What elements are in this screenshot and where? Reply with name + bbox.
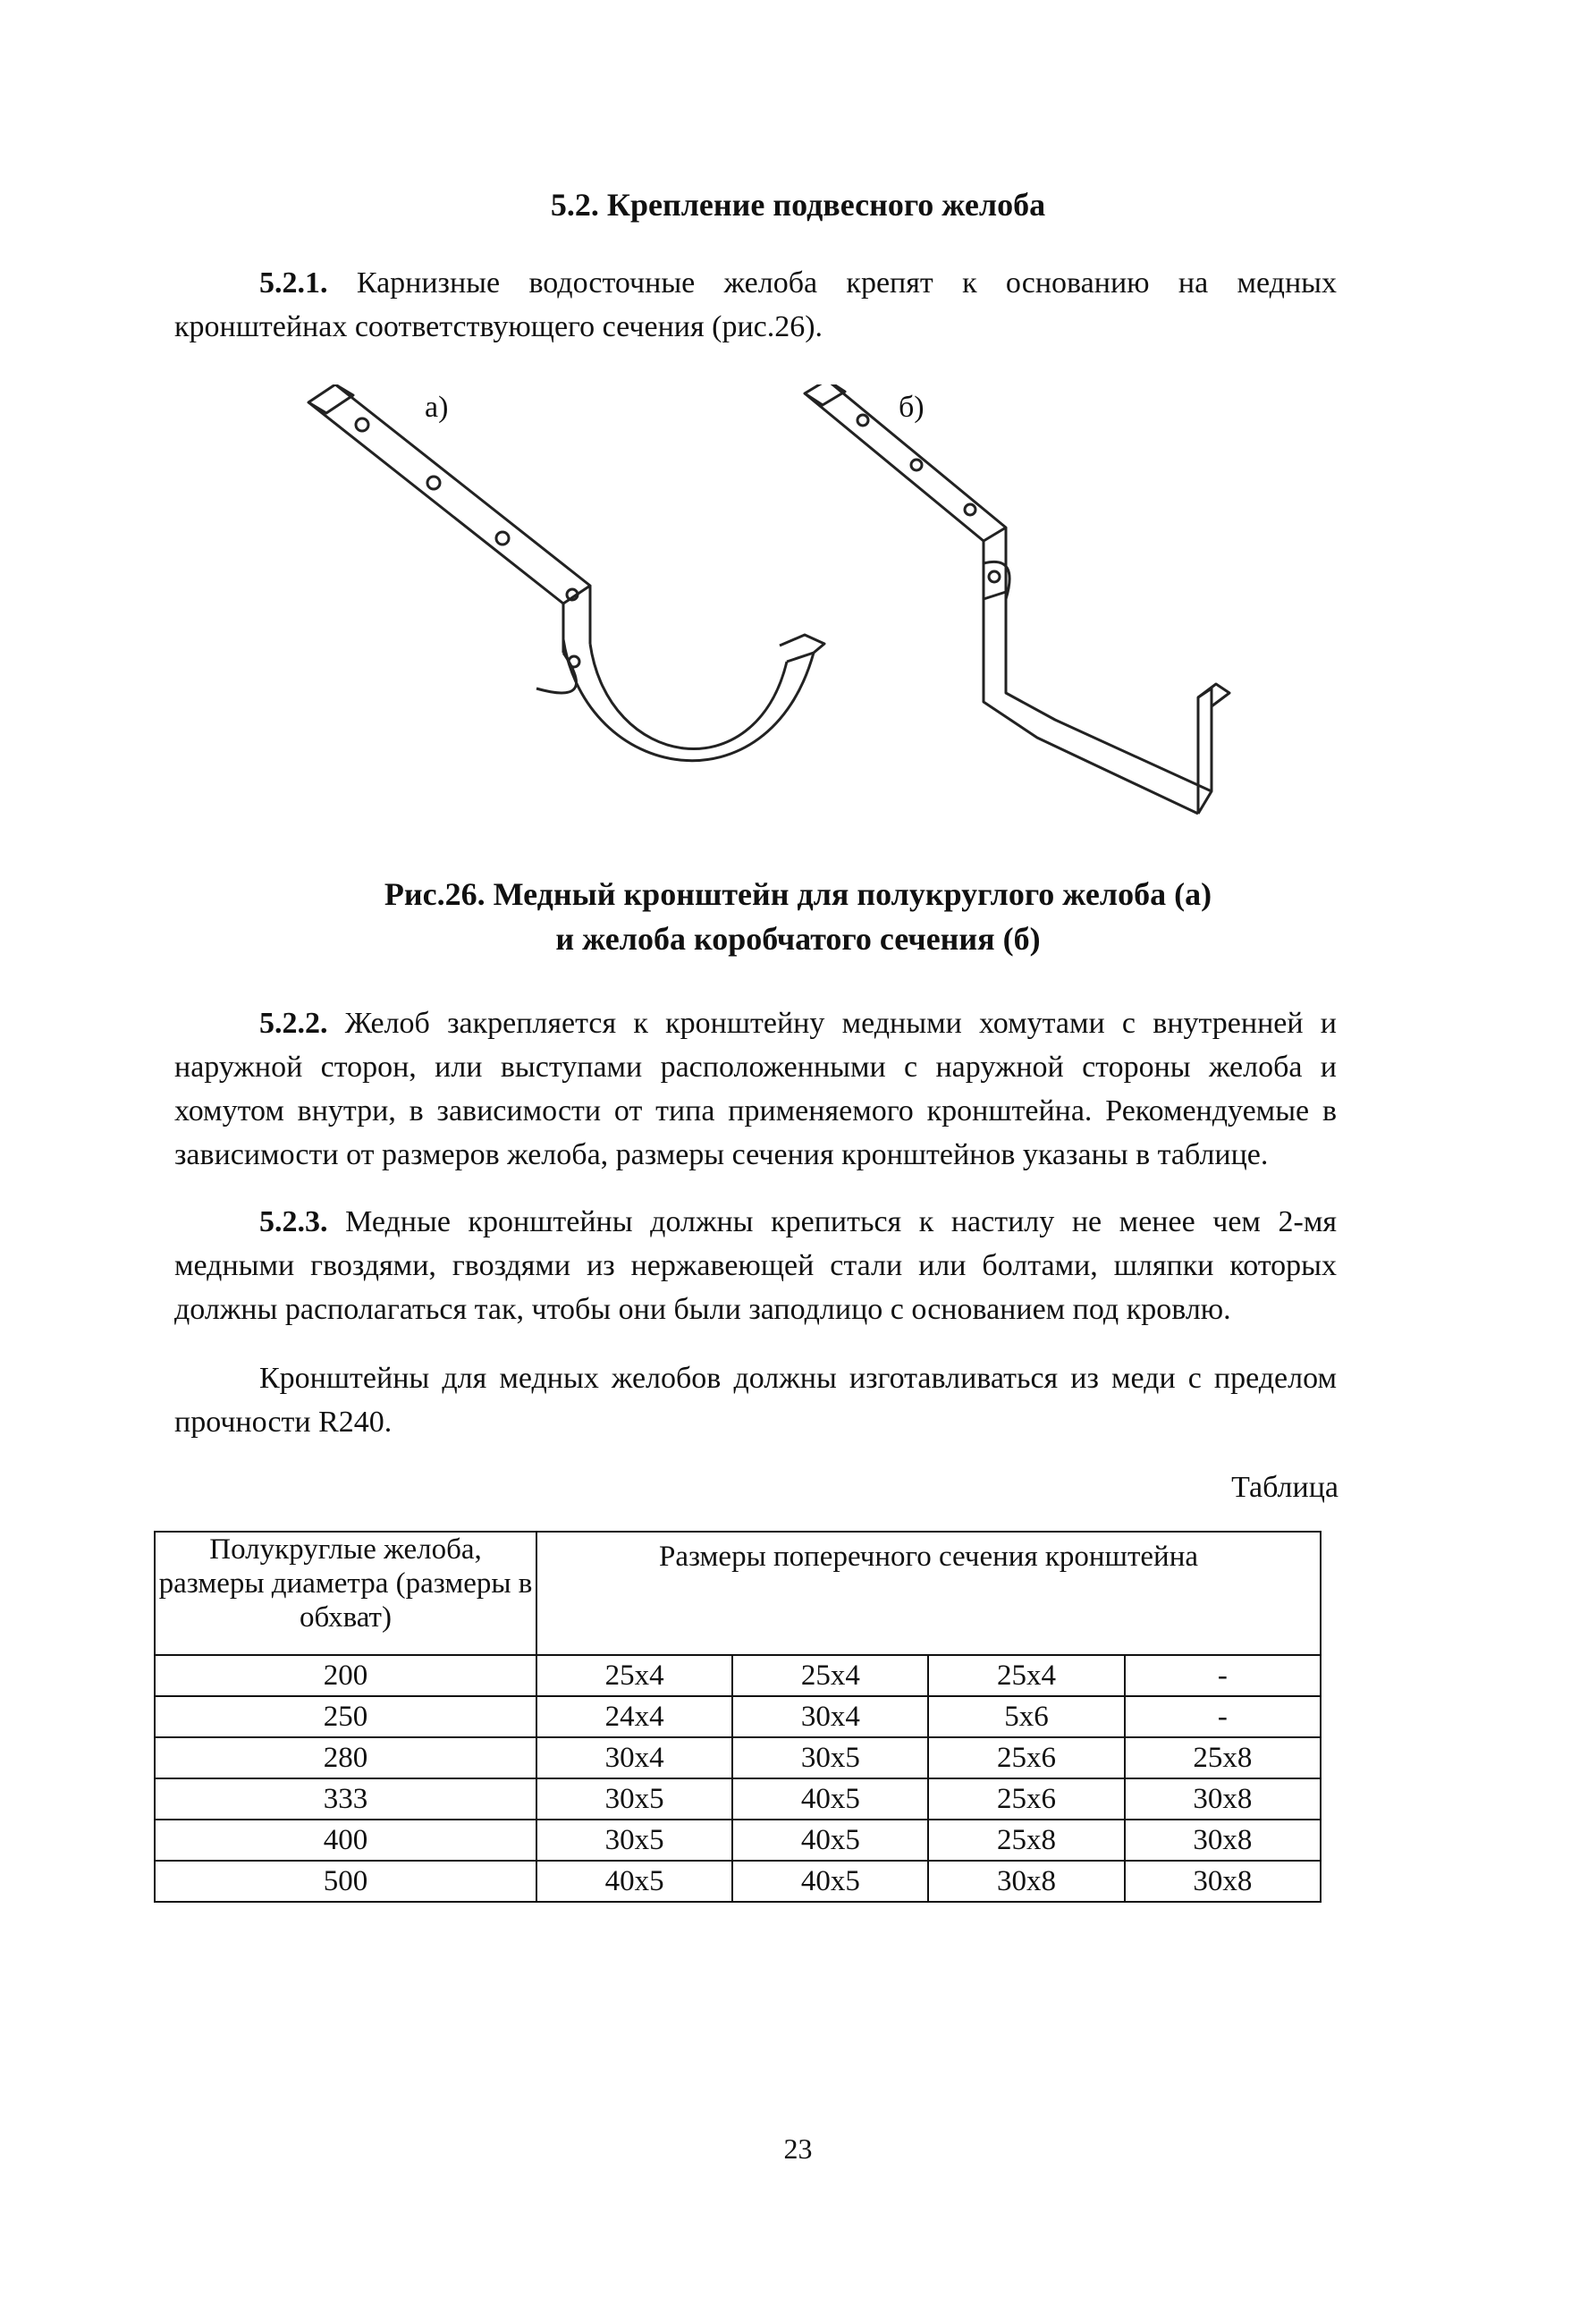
cell-section: 30х8 [1125, 1861, 1321, 1902]
cell-diameter: 400 [155, 1820, 536, 1861]
cell-section: 25х4 [536, 1655, 732, 1696]
cell-section: 40х5 [732, 1861, 928, 1902]
paragraph-text: Медные кронштейны должны крепиться к настилу не менее чем 2-мя медными гвоздями, гвоздями из нержавеющей стали или болтами, шляпки которых должны располагаться так, чтобы они были заподлицо с основанием под кровлю. [174, 1205, 1337, 1326]
bracket-sizes-table [154, 1531, 1322, 1903]
cell-diameter: 250 [155, 1696, 536, 1737]
cell-section: 30х8 [1125, 1820, 1321, 1861]
paragraph-rockstrength [174, 1356, 1337, 1444]
cell-section: 25х6 [928, 1737, 1124, 1778]
cell-diameter: 200 [155, 1655, 536, 1696]
figure-label-a: а) [425, 391, 449, 424]
table-row [155, 1737, 1321, 1778]
cell-diameter: 500 [155, 1861, 536, 1902]
cell-section: 30х4 [536, 1737, 732, 1778]
cell-section: 24х4 [536, 1696, 732, 1737]
figure-caption [0, 872, 1596, 961]
cell-section: 30х8 [928, 1861, 1124, 1902]
paragraph-number: 5.2.2. [259, 1007, 328, 1040]
table-row [155, 1861, 1321, 1902]
cell-section: - [1125, 1696, 1321, 1737]
caption-line-2: и желоба коробчатого сечения (б) [555, 921, 1041, 957]
table-label: Таблица [1231, 1471, 1338, 1504]
cell-section: 25х8 [1125, 1737, 1321, 1778]
table-header-row [155, 1532, 1321, 1655]
page-number: 23 [783, 2132, 813, 2165]
cell-section: 5х6 [928, 1696, 1124, 1737]
paragraph-5-2-3 [174, 1200, 1337, 1331]
cell-diameter: 333 [155, 1778, 536, 1820]
cell-section: 30х5 [732, 1737, 928, 1778]
cell-section: 30х8 [1125, 1778, 1321, 1820]
figure-label-b: б) [899, 391, 925, 424]
bracket-figure [268, 384, 1252, 849]
box-section-bracket-drawing [805, 384, 1229, 814]
cell-section: 40х5 [536, 1861, 732, 1902]
cell-section: 25х4 [928, 1655, 1124, 1696]
header-diameter: Полукруглые желоба, размеры диаметра (размеры в обхват) [155, 1532, 536, 1655]
table-row [155, 1655, 1321, 1696]
header-cross-section: Размеры поперечного сечения кронштейна [536, 1532, 1321, 1655]
cell-section: - [1125, 1655, 1321, 1696]
paragraph-5-2-1 [174, 261, 1337, 349]
paragraph-5-2-2 [174, 1001, 1337, 1177]
paragraph-number: 5.2.3. [259, 1205, 328, 1238]
cell-diameter: 280 [155, 1737, 536, 1778]
paragraph-text: Желоб закрепляется к кронштейну медными хомутами с внутренней и наружной сторон, или выступами расположенными с наружной стороны желоба и хомутом внутри, в зависимости от типа применяемого кронштейна. Рекомендуемые в зависимости от размеров желоба, размеры сечения кронштейнов указаны в таблице. [174, 1007, 1337, 1171]
cell-section: 30х5 [536, 1820, 732, 1861]
cell-section: 30х4 [732, 1696, 928, 1737]
cell-section: 25х8 [928, 1820, 1124, 1861]
table-row [155, 1696, 1321, 1737]
half-round-bracket-drawing [308, 384, 824, 761]
cell-section: 30х5 [536, 1778, 732, 1820]
section-title: 5.2. Крепление подвесного желоба [550, 187, 1046, 223]
paragraph-text: Карнизные водосточные желоба крепят к основанию на медных кронштейнах соответствующего сечения (рис.26). [174, 266, 1337, 343]
cell-section: 25х4 [732, 1655, 928, 1696]
cell-section: 25х6 [928, 1778, 1124, 1820]
cell-section: 40х5 [732, 1820, 928, 1861]
table-row [155, 1820, 1321, 1861]
cell-section: 40х5 [732, 1778, 928, 1820]
table-row [155, 1778, 1321, 1820]
paragraph-text: Кронштейны для медных желобов должны изготавливаться из меди с пределом прочности R240. [174, 1362, 1337, 1439]
paragraph-number: 5.2.1. [259, 266, 328, 300]
table-body [155, 1655, 1321, 1902]
caption-line-1: Рис.26. Медный кронштейн для полукруглого желоба (а) [384, 876, 1212, 912]
